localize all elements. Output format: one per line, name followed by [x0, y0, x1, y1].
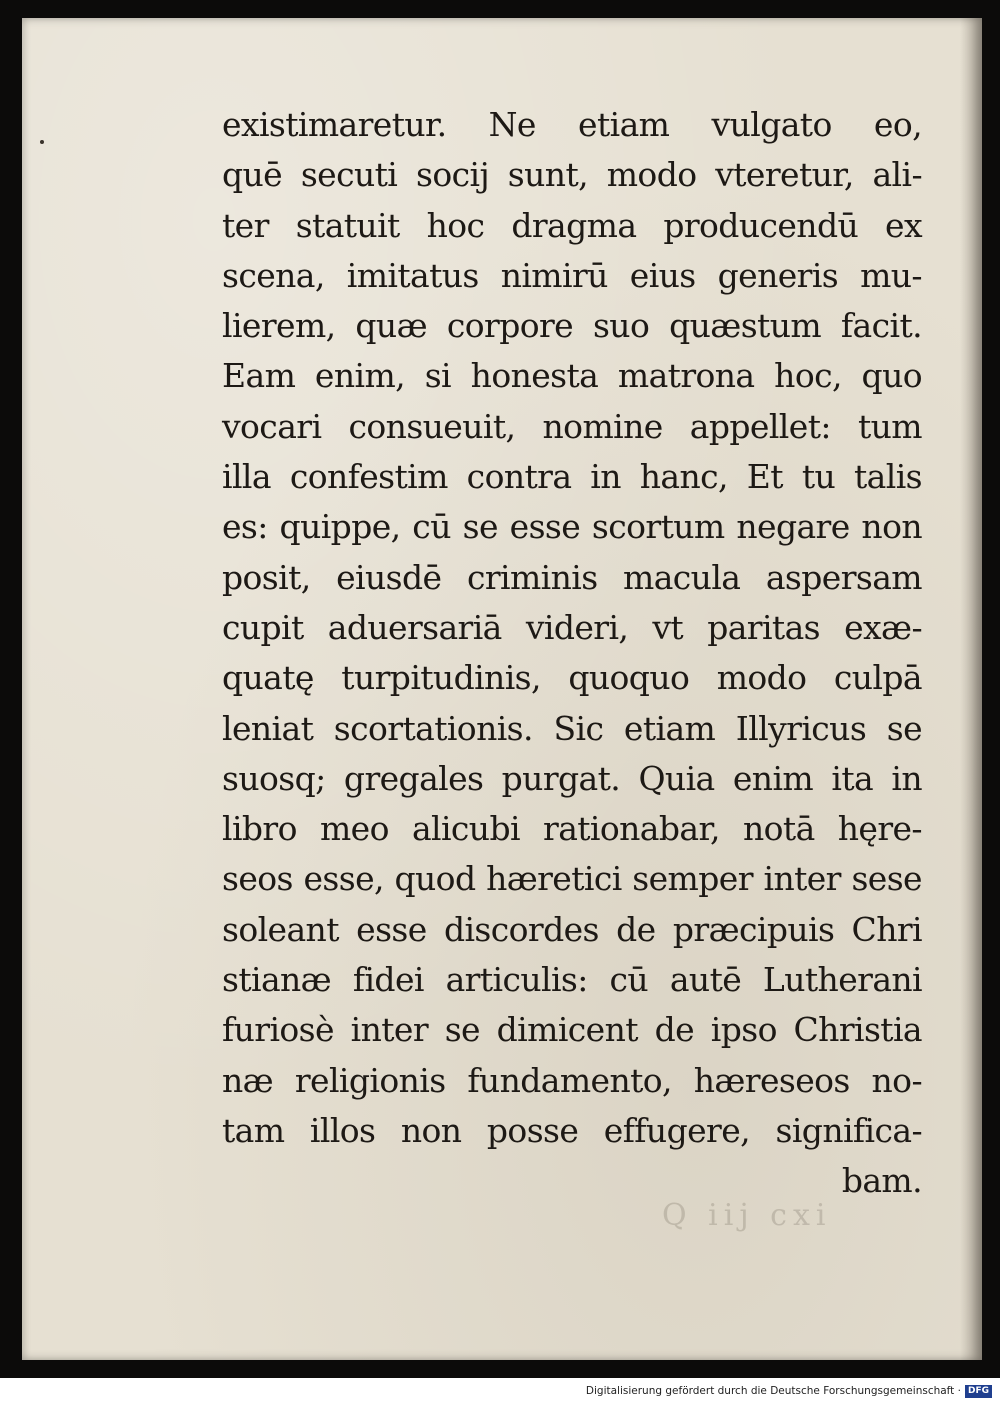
credit-text: Digitalisierung gefördert durch die Deutsche Forschungsgemeinschaft ·: [585, 1385, 961, 1397]
text-line: leniat scortationis. Sic etiam Illyricus se: [222, 708, 922, 748]
text-line: Eam enim, si honesta matrona hoc, quo: [222, 356, 922, 396]
text-line: es: quippe, cū se esse scortum negare non: [222, 507, 922, 547]
text-line: suosq; gregales purgat. Quia enim ita in: [222, 758, 922, 798]
text-line: illa confestim contra in hanc, Et tu talis: [222, 457, 922, 497]
text-line: stianæ fidei articulis: cū autē Lutherani: [222, 960, 922, 1000]
text-line: lierem, quæ corpore suo quæstum facit.: [222, 306, 922, 346]
bleed-through-text: Q iij cxi: [662, 1198, 832, 1233]
text-line: cupit aduersariā videri, vt paritas exæ-: [222, 607, 922, 647]
dfg-logo[interactable]: DFG: [965, 1385, 992, 1398]
text-line: næ religionis fundamento, hæreseos no-: [222, 1060, 922, 1100]
text-line: vocari consueuit, nomine appellet: tum: [222, 406, 922, 446]
text-line: furiosè inter se dimicent de ipso Christia: [222, 1010, 922, 1050]
text-line: ter statuit hoc dragma producendū ex: [222, 205, 922, 245]
text-line: posit, eiusdē criminis macula aspersam: [222, 557, 922, 597]
text-line-final: bam.: [841, 1161, 922, 1201]
text-line: libro meo alicubi rationabar, notā hęre-: [222, 809, 922, 849]
text-line: quatę turpitudinis, quoquo modo culpā: [222, 658, 922, 698]
text-line: scena, imitatus nimirū eius generis mu-: [222, 255, 922, 295]
page-edge-shadow: [960, 18, 982, 1360]
text-line: seos esse, quod hæretici semper inter sese: [222, 859, 922, 899]
digitization-credit: [586, 1383, 992, 1399]
text-line: existimaretur. Ne etiam vulgato eo,: [222, 105, 922, 144]
text-line: soleant esse discordes de præcipuis Chri: [222, 909, 922, 949]
ink-speck: [40, 140, 44, 144]
text-line: quē secuti socij sunt, modo vteretur, ali-: [222, 155, 922, 195]
text-line: tam illos non posse effugere, significa-: [222, 1110, 922, 1150]
body-text: [222, 100, 922, 1207]
